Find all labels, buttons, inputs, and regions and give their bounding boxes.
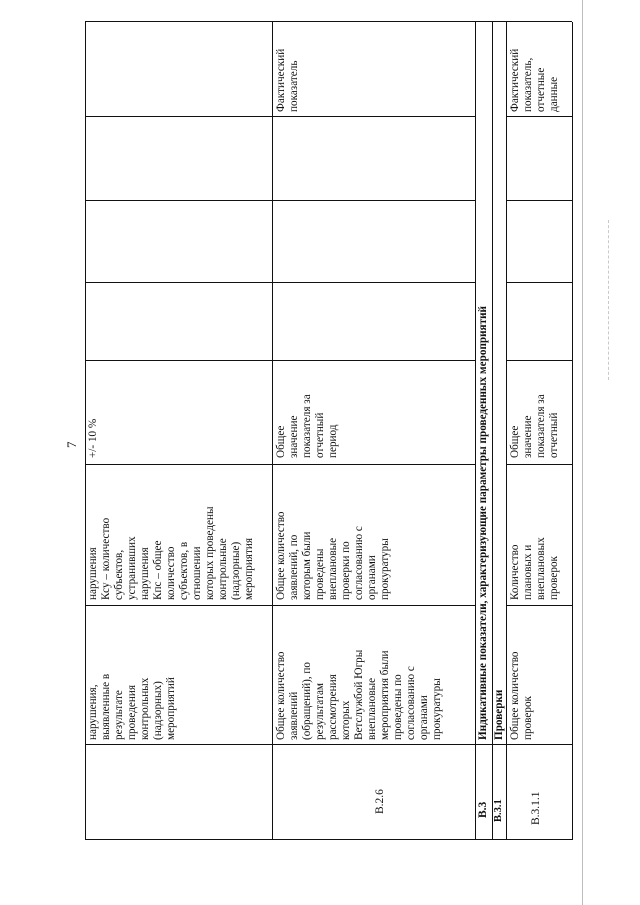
table-border-top — [85, 22, 86, 840]
subsection-title: Проверки — [493, 689, 505, 740]
prev-formula-cell: нарушения Ксу – количество субъектов, устранивших нарушения Кпс – общее количество субъектов, в отношении которых проведены контрольные (надзорные) мероприятия — [87, 506, 255, 600]
indicator-name-cell: Общее количество заявлений (обращений), по результатам рассмотрения которых Ветслужбой Югры внеплановые мероприятия были проведены по согласованию с органами прокуратуры — [275, 649, 443, 740]
formula-cell: Общее количество заявлений, по которым были проведены внеплановые проверки по согласованию с органами прокуратуры — [275, 511, 391, 600]
section-code: В.3 — [477, 801, 489, 818]
prev-target-cell: +/- 10 % — [87, 418, 99, 458]
row-line-4 — [506, 22, 507, 840]
source-cell: Фактический показатель — [275, 48, 300, 112]
subsection-code: В.3.1 — [493, 799, 504, 822]
indicator-name-cell-b311: Общее количество проверок — [509, 651, 534, 740]
col-line-right — [85, 21, 572, 22]
row-line-1 — [272, 22, 273, 840]
table-border-bottom — [572, 22, 573, 840]
row-code-b311: В.3.1.1 — [530, 791, 542, 825]
target-value-cell: Общее значение показателя за отчетный период — [275, 394, 339, 458]
prev-name-cell: нарушения, выявленные в результате проведения контрольных (надзорных) мероприятий — [87, 673, 177, 740]
target-value-cell-b311: Общее значение показателя за отчетный — [509, 394, 560, 458]
row-code: В.2.6 — [374, 789, 386, 814]
col-line-1 — [85, 744, 572, 745]
scan-edge-line — [582, 0, 583, 905]
formula-cell-b311: Количество плановых и внеплановых проверок — [509, 537, 560, 600]
section-title: Индикативные показатели, характеризующие параметры проведенных мероприятий — [477, 305, 489, 740]
source-cell-b311: Фактический показатель, отчетные данные — [509, 48, 560, 112]
scan-artifact — [608, 220, 609, 380]
page-number: 7 — [64, 441, 79, 448]
col-line-left — [85, 839, 572, 840]
